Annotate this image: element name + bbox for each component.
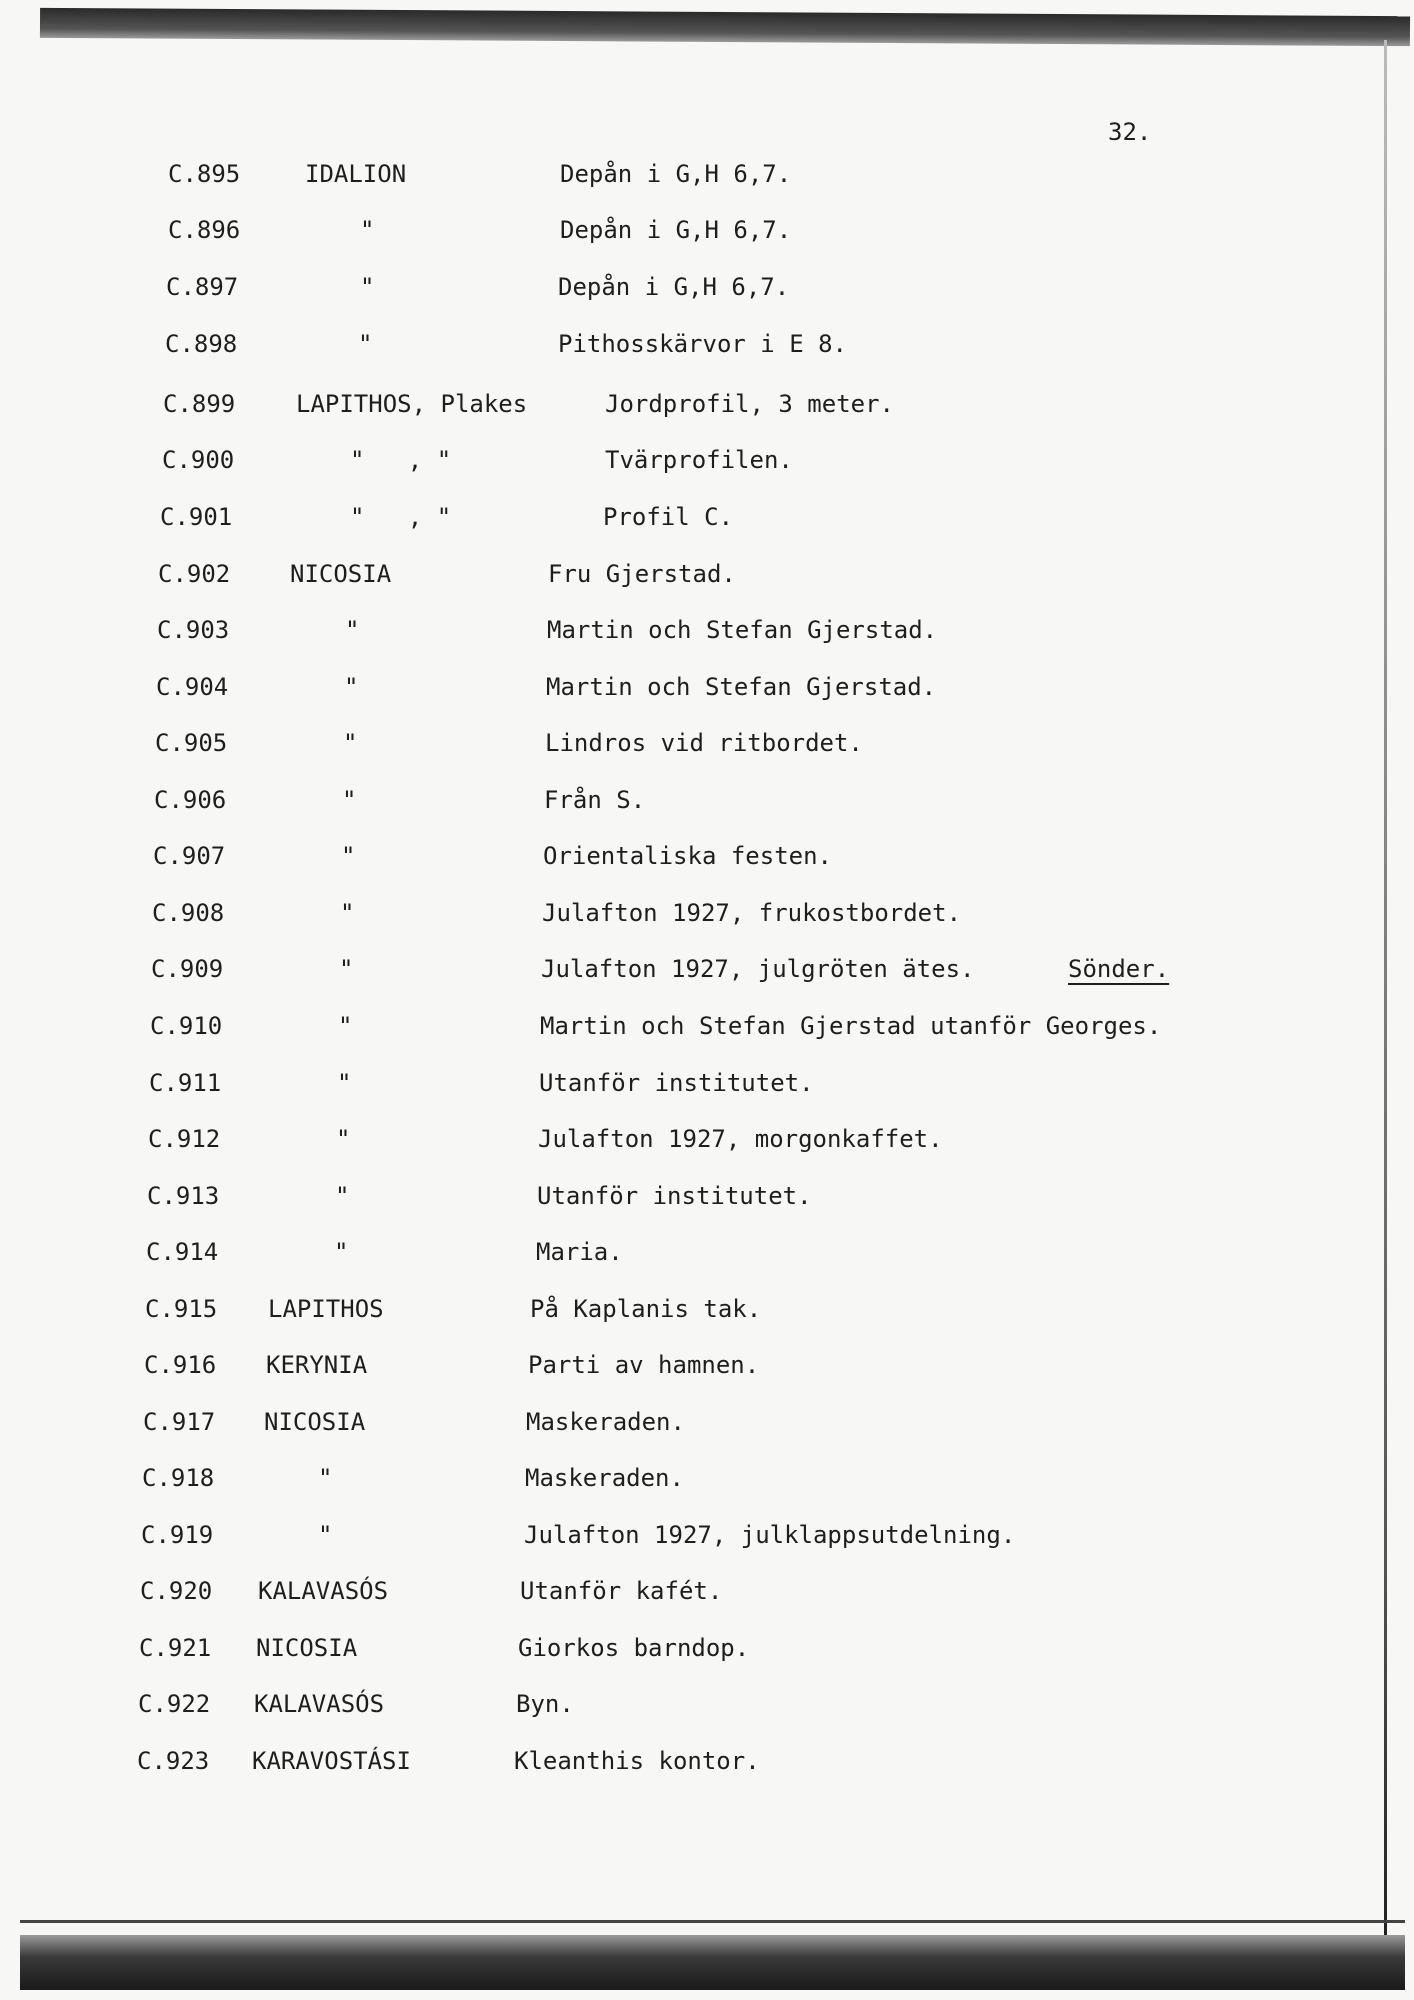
- catalog-entry: [0, 673, 1300, 713]
- entry-description: Martin och Stefan Gjerstad.: [547, 616, 938, 644]
- entry-description: Från S.: [544, 786, 646, 814]
- entry-place: ": [345, 616, 360, 644]
- entry-code: C.918: [142, 1464, 215, 1492]
- entry-code: C.920: [140, 1577, 213, 1605]
- entry-description: Utanför institutet.: [539, 1069, 814, 1097]
- entry-place: ": [338, 1012, 353, 1040]
- entry-place: ": [358, 330, 373, 358]
- entry-description: Parti av hamnen.: [528, 1351, 760, 1379]
- entry-description: Jordprofil, 3 meter.: [605, 390, 894, 418]
- catalog-entry: [0, 1182, 1300, 1222]
- entry-description: Maskeraden.: [526, 1408, 685, 1436]
- entry-place: NICOSIA: [264, 1408, 366, 1436]
- entry-description: Profil C.: [603, 503, 734, 531]
- entry-code: C.908: [152, 899, 225, 927]
- entry-place: ": [343, 729, 358, 757]
- entry-code: C.912: [148, 1125, 221, 1153]
- entry-place: " , ": [350, 503, 452, 531]
- entry-description: Julafton 1927, frukostbordet.: [542, 899, 962, 927]
- entry-place: ": [336, 1125, 351, 1153]
- catalog-entry: [0, 390, 1300, 430]
- entry-description: Utanför kafét.: [520, 1577, 723, 1605]
- entry-place: NICOSIA: [290, 560, 392, 588]
- catalog-entry: [0, 1408, 1300, 1448]
- entry-description: Orientaliska festen.: [543, 842, 832, 870]
- catalog-entry: [0, 1012, 1300, 1052]
- catalog-entry: [0, 216, 1300, 256]
- entry-description: Depån i G,H 6,7.: [560, 216, 792, 244]
- catalog-entry: [0, 955, 1300, 995]
- catalog-entry: [0, 1464, 1300, 1504]
- entry-description: Maskeraden.: [525, 1464, 684, 1492]
- entry-code: C.898: [165, 330, 238, 358]
- entry-code: C.910: [150, 1012, 223, 1040]
- entry-place: LAPITHOS, Plakes: [296, 390, 528, 418]
- catalog-entry: [0, 1351, 1300, 1391]
- entry-code: C.922: [138, 1690, 211, 1718]
- entry-code: C.901: [160, 503, 233, 531]
- catalog-entry: [0, 842, 1300, 882]
- entry-code: C.915: [145, 1295, 218, 1323]
- entry-code: C.921: [139, 1634, 212, 1662]
- entry-place: ": [341, 842, 356, 870]
- entry-place: " , ": [350, 446, 452, 474]
- catalog-entry: [0, 560, 1300, 600]
- entry-code: C.917: [143, 1408, 216, 1436]
- entry-description: Julafton 1927, morgonkaffet.: [538, 1125, 943, 1153]
- entry-description: Depån i G,H 6,7.: [560, 160, 792, 188]
- entry-place: KARAVOSTÁSI: [252, 1747, 411, 1775]
- entry-code: C.909: [151, 955, 224, 983]
- entry-place: NICOSIA: [256, 1634, 358, 1662]
- catalog-entry: [0, 1125, 1300, 1165]
- entry-place: ": [335, 1182, 350, 1210]
- entry-place: IDALION: [305, 160, 407, 188]
- catalog-entry: [0, 1577, 1300, 1617]
- entry-description: Kleanthis kontor.: [514, 1747, 760, 1775]
- entry-place: KALAVASÓS: [254, 1690, 385, 1718]
- entry-description: Tvärprofilen.: [605, 446, 793, 474]
- entry-code: C.899: [163, 390, 236, 418]
- catalog-entry: [0, 1690, 1300, 1730]
- catalog-entry: [0, 503, 1300, 543]
- catalog-entry: [0, 1521, 1300, 1561]
- catalog-entry: [0, 1069, 1300, 1109]
- entry-code: C.906: [154, 786, 227, 814]
- entry-code: C.897: [166, 273, 239, 301]
- catalog-entry: [0, 786, 1300, 826]
- catalog-entry: [0, 1295, 1300, 1335]
- catalog-entry: [0, 1747, 1300, 1787]
- entry-description: Byn.: [516, 1690, 574, 1718]
- entry-place: KERYNIA: [266, 1351, 368, 1379]
- entry-description: Giorkos barndop.: [518, 1634, 750, 1662]
- catalog-entry: [0, 446, 1300, 486]
- catalog-entry: [0, 616, 1300, 656]
- entry-description: Julafton 1927, julgröten ätes.: [541, 955, 975, 983]
- entry-code: C.914: [146, 1238, 219, 1266]
- entry-code: C.916: [144, 1351, 217, 1379]
- entry-code: C.895: [168, 160, 241, 188]
- entry-place: ": [344, 673, 359, 701]
- entry-code: C.907: [153, 842, 226, 870]
- entry-place: LAPITHOS: [268, 1295, 384, 1323]
- page-number: 32.: [1108, 118, 1152, 146]
- catalog-entry: [0, 729, 1300, 769]
- entry-place: ": [340, 899, 355, 927]
- entry-place: ": [339, 955, 354, 983]
- entry-code: C.903: [157, 616, 230, 644]
- entry-place: ": [334, 1238, 349, 1266]
- catalog-entry: [0, 160, 1300, 200]
- entry-description: Depån i G,H 6,7.: [558, 273, 790, 301]
- entry-description: Fru Gjerstad.: [548, 560, 736, 588]
- entry-place: ": [360, 273, 375, 301]
- entry-place: ": [360, 216, 375, 244]
- entry-code: C.902: [158, 560, 231, 588]
- catalog-entry: [0, 1238, 1300, 1278]
- entry-description: På Kaplanis tak.: [530, 1295, 762, 1323]
- entry-place: ": [342, 786, 357, 814]
- entry-place: ": [337, 1069, 352, 1097]
- entry-code: C.919: [141, 1521, 214, 1549]
- entry-description: Utanför institutet.: [537, 1182, 812, 1210]
- entry-code: C.911: [149, 1069, 222, 1097]
- entry-description: Lindros vid ritbordet.: [545, 729, 863, 757]
- entry-description: Martin och Stefan Gjerstad.: [546, 673, 937, 701]
- entry-place: ": [318, 1464, 333, 1492]
- catalog-entry: [0, 273, 1300, 313]
- entry-place: KALAVASÓS: [258, 1577, 389, 1605]
- entry-code: C.900: [162, 446, 235, 474]
- entry-place: ": [318, 1521, 333, 1549]
- entry-description: Pithosskärvor i E 8.: [558, 330, 847, 358]
- entry-code: C.923: [137, 1747, 210, 1775]
- entry-code: C.913: [147, 1182, 220, 1210]
- catalog-entry: [0, 330, 1300, 370]
- catalog-entry: [0, 899, 1300, 939]
- entry-code: C.905: [155, 729, 228, 757]
- entry-description: Julafton 1927, julklappsutdelning.: [524, 1521, 1016, 1549]
- entry-description: Maria.: [536, 1238, 623, 1266]
- catalog-entry: [0, 1634, 1300, 1674]
- entry-description: Martin och Stefan Gjerstad utanför Georges.: [540, 1012, 1162, 1040]
- entry-note: Sönder.: [1068, 955, 1170, 983]
- entry-code: C.904: [156, 673, 229, 701]
- entry-code: C.896: [168, 216, 241, 244]
